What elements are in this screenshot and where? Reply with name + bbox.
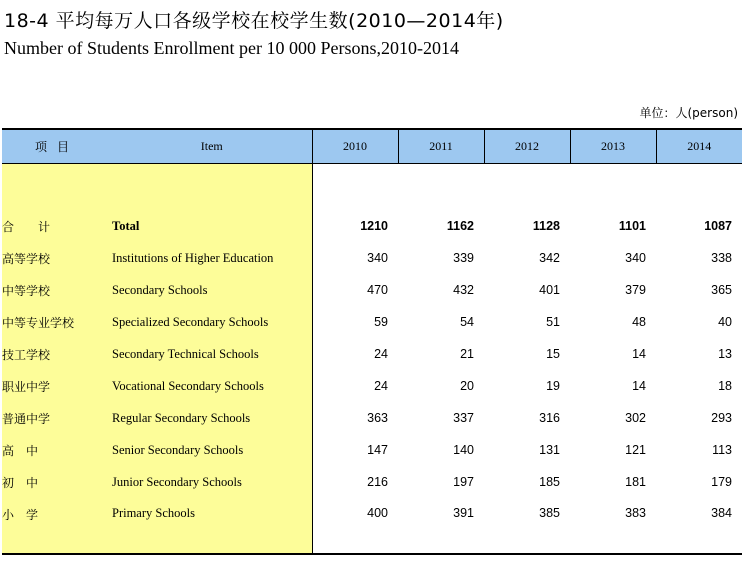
- header-year: 2010: [312, 129, 398, 164]
- cell-value: 13: [718, 347, 732, 361]
- table-row: [2, 242, 742, 274]
- cell-value: 432: [453, 283, 474, 297]
- cell-value: 379: [625, 283, 646, 297]
- cell-value: 40: [718, 315, 732, 329]
- header-item-cn: 项目: [2, 129, 112, 164]
- cell-value: 113: [712, 443, 732, 457]
- row-label-en: Junior Secondary Schools: [112, 466, 312, 498]
- cell-value: 391: [453, 506, 474, 520]
- cell-value: 1101: [618, 219, 646, 233]
- row-label-cn: 普通中学: [2, 402, 112, 434]
- cell-value: 140: [453, 443, 474, 457]
- row-label-en: Secondary Technical Schools: [112, 338, 312, 370]
- header-row: [2, 129, 742, 164]
- cell-value: 342: [539, 251, 560, 265]
- row-label-cn: 中等专业学校: [2, 306, 112, 338]
- cell-value: 131: [539, 443, 560, 457]
- cell-value: 14: [632, 379, 646, 393]
- row-label-cn: 高等学校: [2, 242, 112, 274]
- row-label-en: Specialized Secondary Schools: [112, 306, 312, 338]
- cell-value: 24: [374, 379, 388, 393]
- cell-value: 337: [453, 411, 474, 425]
- row-label-cn: 技工学校: [2, 338, 112, 370]
- cell-value: 339: [453, 251, 474, 265]
- cell-value: 1128: [532, 219, 560, 233]
- row-label-en: Total: [112, 210, 312, 242]
- row-label-cn: 合 计: [2, 210, 112, 242]
- cell-value: 15: [546, 347, 560, 361]
- cell-value: 401: [539, 283, 560, 297]
- cell-value: 147: [367, 443, 388, 457]
- table-row: [2, 402, 742, 434]
- row-label-en: Vocational Secondary Schools: [112, 370, 312, 402]
- table-row: [2, 338, 742, 370]
- cell-value: 59: [374, 315, 388, 329]
- row-label-en: Primary Schools: [112, 498, 312, 553]
- header-year: 2012: [484, 129, 570, 164]
- cell-value: 216: [367, 475, 388, 489]
- row-label-en: Secondary Schools: [112, 274, 312, 306]
- cell-value: 385: [539, 506, 560, 520]
- row-label-cn: 高 中: [2, 434, 112, 466]
- row-label-en: Regular Secondary Schools: [112, 402, 312, 434]
- row-label-cn: 小 学: [2, 498, 112, 553]
- cell-value: 51: [546, 315, 560, 329]
- row-label-en: Institutions of Higher Education: [112, 242, 312, 274]
- cell-value: 470: [367, 283, 388, 297]
- cell-value: 293: [711, 411, 732, 425]
- cell-value: 365: [711, 283, 732, 297]
- table-row: [2, 434, 742, 466]
- header-year: 2013: [570, 129, 656, 164]
- cell-value: 197: [453, 475, 474, 489]
- table-row: [2, 210, 742, 242]
- header-year: 2011: [398, 129, 484, 164]
- table-row: [2, 466, 742, 498]
- cell-value: 338: [711, 251, 732, 265]
- enrollment-table: [2, 128, 742, 555]
- cell-value: 20: [460, 379, 474, 393]
- table-title-chinese: 18-4 平均每万人口各级学校在校学生数(2010—2014年): [4, 10, 504, 32]
- row-label-cn: 中等学校: [2, 274, 112, 306]
- cell-value: 121: [625, 443, 646, 457]
- cell-value: 24: [374, 347, 388, 361]
- cell-value: 14: [632, 347, 646, 361]
- table-row: [2, 274, 742, 306]
- cell-value: 316: [539, 411, 560, 425]
- cell-value: 48: [632, 315, 646, 329]
- cell-value: 181: [625, 475, 646, 489]
- table-title-english: Number of Students Enrollment per 10 000 Persons,2010-2014: [4, 38, 459, 58]
- row-label-cn: 初 中: [2, 466, 112, 498]
- cell-value: 21: [460, 347, 474, 361]
- cell-value: 400: [367, 506, 388, 520]
- table-row: [2, 498, 742, 553]
- cell-value: 383: [625, 506, 646, 520]
- cell-value: 340: [367, 251, 388, 265]
- cell-value: 185: [539, 475, 560, 489]
- table-bottom-rule: [2, 553, 742, 554]
- row-label-cn: 职业中学: [2, 370, 112, 402]
- table-row: [2, 306, 742, 338]
- row-label-en: Senior Secondary Schools: [112, 434, 312, 466]
- cell-value: 340: [625, 251, 646, 265]
- cell-value: 18: [718, 379, 732, 393]
- spacer-row: [2, 164, 742, 211]
- cell-value: 363: [367, 411, 388, 425]
- table-row: [2, 370, 742, 402]
- cell-value: 179: [711, 475, 732, 489]
- cell-value: 1162: [446, 219, 474, 233]
- header-item-en: Item: [112, 129, 312, 164]
- cell-value: 1087: [704, 219, 732, 233]
- header-year: 2014: [656, 129, 742, 164]
- cell-value: 54: [460, 315, 474, 329]
- cell-value: 1210: [360, 219, 388, 233]
- cell-value: 302: [625, 411, 646, 425]
- cell-value: 384: [711, 506, 732, 520]
- unit-label: 单位：人(person): [639, 106, 738, 120]
- cell-value: 19: [546, 379, 560, 393]
